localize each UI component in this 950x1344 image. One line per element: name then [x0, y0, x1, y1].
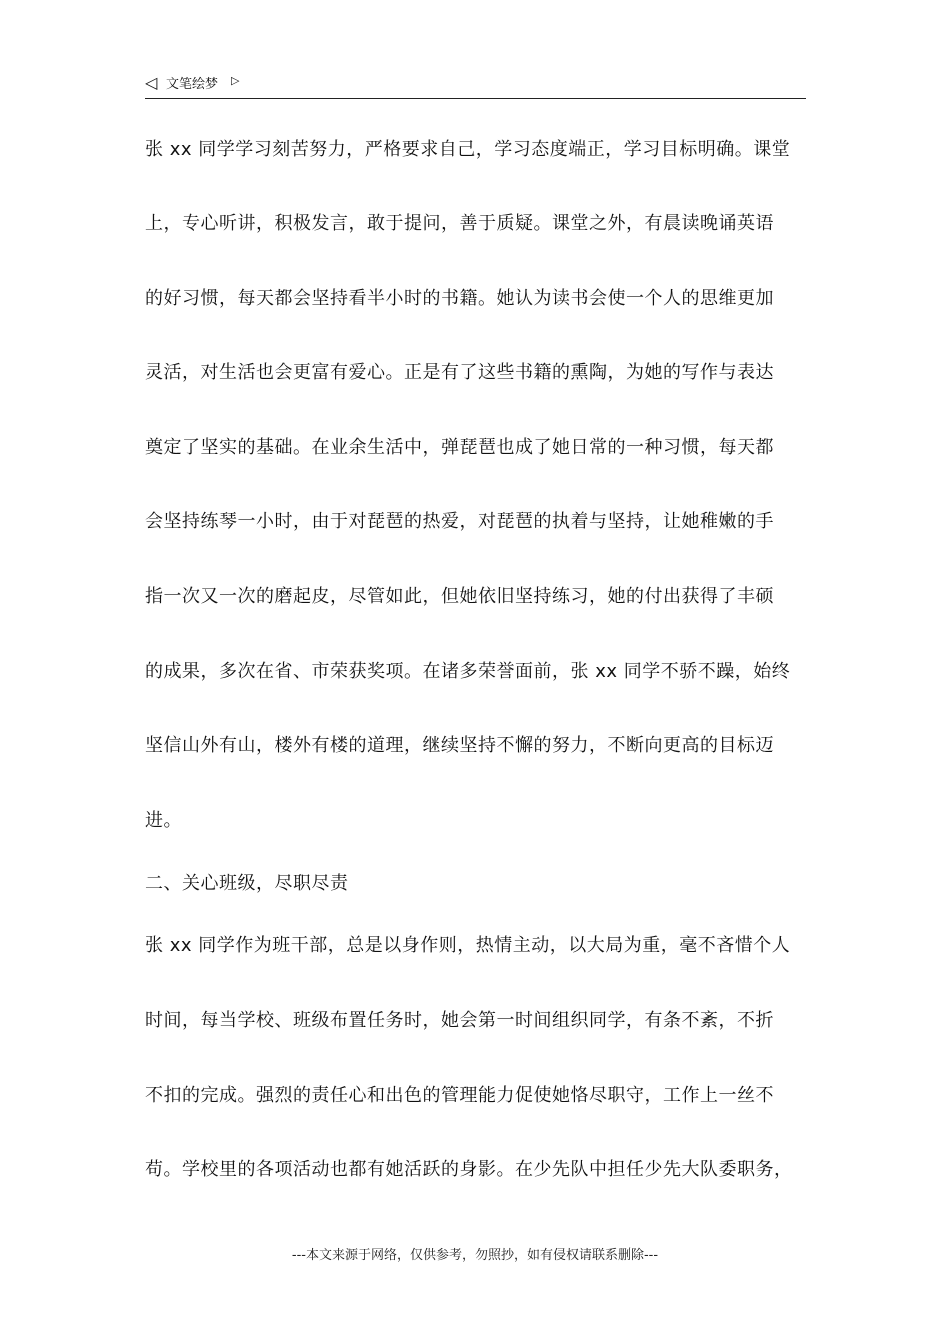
- body-line: 的成果，多次在省、市荣获奖项。在诸多荣誉面前，张 xx 同学不骄不躁，始终: [145, 661, 791, 682]
- body-line: 奠定了坚实的基础。在业余生活中，弹琵琶也成了她日常的一种习惯，每天都: [145, 437, 774, 458]
- body-line: 张 xx 同学学习刻苦努力，严格要求自己，学习态度端正，学习目标明确。课堂: [145, 139, 791, 160]
- body-line: 张 xx 同学作为班干部，总是以身作则，热情主动，以大局为重，毫不吝惜个人: [145, 935, 791, 956]
- section-heading: 二、关心班级，尽职尽责: [145, 873, 349, 894]
- page-footer: ---本文来源于网络，仅供参考，勿照抄，如有侵权请联系删除---: [291, 1248, 659, 1263]
- body-line: 苟。学校里的各项活动也都有她活跃的身影。在少先队中担任少先大队委职务，: [145, 1159, 793, 1180]
- body-line: 指一次又一次的磨起皮，尽管如此，但她依旧坚持练习，她的付出获得了丰硕: [145, 586, 774, 607]
- body-line: 灵活，对生活也会更富有爱心。正是有了这些书籍的熏陶，为她的写作与表达: [145, 362, 774, 383]
- body-line: 会坚持练琴一小时，由于对琵琶的热爱，对琵琶的执着与坚持，让她稚嫩的手: [145, 511, 774, 532]
- body-line: 坚信山外有山，楼外有楼的道理，继续坚持不懈的努力，不断向更高的目标迈: [145, 735, 774, 756]
- body-line: 上，专心听讲，积极发言，敢于提问，善于质疑。课堂之外，有晨读晚诵英语: [145, 213, 774, 234]
- body-line: 的好习惯，每天都会坚持看半小时的书籍。她认为读书会使一个人的思维更加: [145, 288, 774, 309]
- left-triangle-icon: ◁: [145, 73, 158, 92]
- right-triangle-icon: ▷: [231, 74, 240, 87]
- page-header: [145, 72, 806, 99]
- body-line: 时间，每当学校、班级布置任务时，她会第一时间组织同学，有条不紊，不折: [145, 1010, 774, 1031]
- body-line: 进。: [145, 810, 182, 831]
- header-brand: 文笔绘梦: [166, 77, 219, 92]
- body-line: 不扣的完成。强烈的责任心和出色的管理能力促使她恪尽职守，工作上一丝不: [145, 1085, 774, 1106]
